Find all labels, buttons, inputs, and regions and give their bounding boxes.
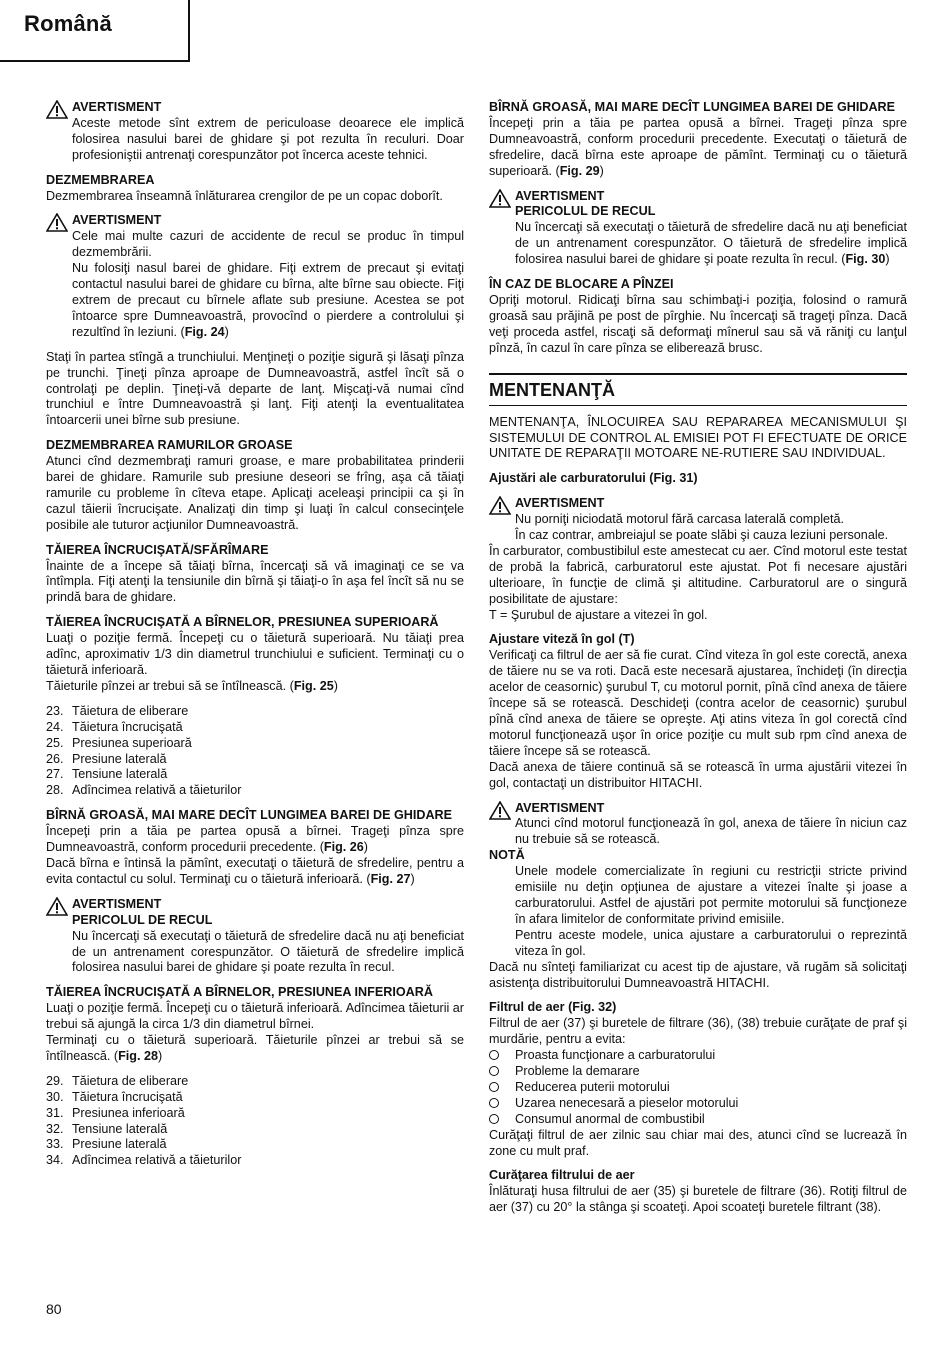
warning-icon [46, 100, 68, 119]
section-title: MENTENANŢĂ [489, 373, 907, 406]
list-item: 29. Tăietura de eliberare [46, 1073, 189, 1088]
list-item: Consumul anormal de combustibil [489, 1112, 907, 1128]
warning-title: AVERTISMENT [515, 496, 605, 511]
list-item: 26. Presiune laterală [46, 751, 167, 766]
circle-bullet-icon [489, 1066, 499, 1076]
paragraph: Dacă nu sînteţi familiarizat cu acest tip de ajustare, vă rugăm să solicitaţi asistenţa distribuitorului Dumneavoastră HITACHI. [489, 959, 907, 990]
heading-dezmembrarea: DEZMEMBRAREA [46, 172, 155, 187]
paragraph: Înainte de a începe să tăiaţi bîrna, încercaţi să vă imaginaţi ce se va întîmpla. Fiţi atenţi la tensiunile din bîrnă şi tăiaţi-o în aşa fel încît să nu se prindă bara de ghidare. [46, 558, 464, 605]
paragraph: Luaţi o poziţie fermă. Începeţi cu o tăietură superioară. Nu tăiaţi prea adînc, aproximativ 1/3 din diametrul trunchiului e suficient. Terminaţi cu o tăietură inferioară. [46, 631, 464, 677]
paragraph: Tăieturile pînzei ar trebui să se întîlnească. (Fig. 25) [46, 678, 338, 693]
warning-block [489, 801, 907, 849]
bullet-list [489, 1048, 907, 1128]
paragraph: Începeţi prin a tăia pe partea opusă a bîrnei. Trageţi pînza spre Dumneavoastră, conform procedurii precedente. Executaţi o tăietură de sfredelire, dacă bîrna este aproape de pămînt. Terminaţi cu o tăietură superioară. (Fig. 29) [489, 115, 907, 178]
paragraph: Începeţi prin a tăia pe partea opusă a bîrnei. Trageţi pînza spre Dumneavoastră, conform procedurii precedente. (Fig. 26) [46, 824, 464, 855]
warning-block [489, 189, 907, 269]
page-number: 80 [46, 1301, 62, 1317]
numbered-list [46, 704, 464, 799]
heading-presiune-inferioara: TĂIEREA ÎNCRUCIŞATĂ A BÎRNELOR, PRESIUNEA INFERIOARĂ [46, 985, 433, 1000]
warning-text: Nu folosiţi nasul barei de ghidare. Fiţi extrem de precaut şi evitaţi contactul nasului barei de ghidare cu bîrna, alte bîrne sau obiecte. Fiţi extrem de precaut cu bîrnele aflate sub presiune. Acestea se pot întoarce spre Dumneavoastră, provocînd o pierdere a controlului şi rezultînd în leziuni. (Fig. 24) [72, 261, 464, 339]
paragraph: Dacă anexa de tăiere continuă să se rotească în urma ajustării vitezei în gol, contactaţi un distribuitor HITACHI. [489, 759, 907, 790]
warning-text: Nu încercaţi să executaţi o tăietură de sfredelire dacă nu aţi beneficiat de un antrenament corespunzător. O tăietură de sfredelire implică folosirea nasului barei de ghidare şi poate rezulta în recul. (Fig. 30) [515, 220, 907, 267]
note-text: Unele modele comercializate în regiuni cu restricţii stricte privind emisiile nu deţin opţiunea de ajustare a vitezei înalte şi joase a carburatorului. Astfel de ajustări pot permite motorului să funcţioneze în afara limitelor de conformitate privind emisiile. [515, 864, 907, 926]
language-tab [0, 0, 190, 62]
list-item: Reducerea puterii motorului [489, 1080, 907, 1096]
list-item: 34. Adîncimea relativă a tăieturilor [46, 1153, 242, 1168]
warning-block [46, 897, 464, 977]
circle-bullet-icon [489, 1114, 499, 1124]
list-item: 33. Presiune laterală [46, 1137, 167, 1152]
language-label: Română [24, 11, 112, 36]
heading-birna-groasa: BÎRNĂ GROASĂ, MAI MARE DECÎT LUNGIMEA BAREI DE GHIDARE [489, 100, 896, 114]
circle-bullet-icon [489, 1050, 499, 1060]
list-item: 24. Tăietura încrucişată [46, 719, 183, 734]
warning-subtitle: PERICOLUL DE RECUL [515, 204, 656, 219]
heading-ramuri: DEZMEMBRAREA RAMURILOR GROASE [46, 438, 293, 453]
list-item: 25. Presiunea superioară [46, 735, 192, 750]
list-item: 23. Tăietura de eliberare [46, 703, 189, 718]
list-item: 28. Adîncimea relativă a tăieturilor [46, 783, 242, 798]
warning-block [46, 100, 464, 164]
list-item: Probleme la demarare [489, 1064, 907, 1080]
paragraph: Dacă bîrna e întinsă la pămînt, executaţi o tăietură de sfredelire, pentru a evita contactul cu solul. Terminaţi cu o tăietură inferioară. (Fig. 27) [46, 855, 464, 886]
heading-blocare: ÎN CAZ DE BLOCARE A PÎNZEI [489, 277, 674, 292]
heading-carburator: Ajustări ale carburatorului (Fig. 31) [489, 471, 698, 486]
warning-text: Cele mai multe cazuri de accidente de recul se produc în timpul dezmembrării. [72, 229, 464, 260]
warning-title: AVERTISMENT [72, 896, 162, 911]
heading-presiune-superioara: TĂIEREA ÎNCRUCIŞATĂ A BÎRNELOR, PRESIUNEA SUPERIOARĂ [46, 615, 439, 630]
note-text: Pentru aceste modele, unica ajustare a carburatorului o reprezintă viteza în gol. [515, 927, 907, 958]
heading-curatare: Curăţarea filtrului de aer [489, 1168, 635, 1183]
warning-icon [489, 496, 511, 515]
right-column [489, 100, 907, 1216]
warning-title: AVERTISMENT [72, 213, 162, 228]
list-item: 27. Tensiune laterală [46, 767, 168, 782]
warning-subtitle: PERICOLUL DE RECUL [72, 912, 213, 927]
warning-text: Nu porniţi niciodată motorul fără carcasa laterală completă. [515, 512, 844, 527]
paragraph: Staţi în partea stîngă a trunchiului. Menţineţi o poziţie sigură şi lăsaţi pînza pe trunchi. Ţineţi pînza aproape de Dumneavoastră, astfel încît să o controlaţi pe deplin. Ţineţi-vă departe de lanţ. Mişcaţi-vă numai cînd trunchiul e între Dumneavoastră şi lanţ. Fiţi atenţi la eventualitatea întoarcerii unei bîrne sub presiune. [46, 349, 464, 428]
list-item: 30. Tăietura încrucişată [46, 1089, 183, 1104]
list-item: 32. Tensiune laterală [46, 1121, 168, 1136]
paragraph: Filtrul de aer (37) şi buretele de filtrare (36), (38) trebuie curăţate de praf şi murdărie, pentru a evita: [489, 1016, 907, 1047]
list-item: Uzarea nenecesară a pieselor motorului [489, 1096, 907, 1112]
numbered-list [46, 1074, 464, 1169]
warning-icon [489, 189, 511, 208]
heading-taiere: TĂIEREA ÎNCRUCIŞATĂ/SFĂRÎMARE [46, 542, 269, 557]
warning-icon [46, 213, 68, 232]
paragraph: Terminaţi cu o tăietură superioară. Tăieturile pînzei ar trebui să se întîlnească. (Fig. 28) [46, 1033, 464, 1063]
paragraph: În carburator, combustibilul este amestecat cu aer. Cînd motorul este testat de probă la fabrică, carburatorul este ajustat. Pot fi necesare ajustări ulterioare, în funcţie de climă şi altitudine. Carburatorul are o singură posibilitate de ajustare: [489, 543, 907, 606]
heading-nota: NOTĂ [489, 848, 525, 863]
paragraph: Verificaţi ca filtrul de aer să fie curat. Cînd viteza în gol este corectă, anexa de tăiere nu se va roti. Dacă este necesară ajustarea, închideţi (în direcţia acelor de ceasornic) şurubul T, cu motorul pornit, pînă cînd anexa de tăiere începe să se rotească. Deschideţi (contra acelor de ceasornic) şurubul pînă cînd anexa de tăiere se opreşte. Aţi atins viteza în gol corectă cînd motorul funcţionează uşor în orice poziţie cu mult sub rpm cînd anexa de tăiere începe să se rotească. [489, 648, 907, 758]
paragraph: T = Şurubul de ajustare a vitezei în gol. [489, 607, 708, 622]
paragraph: Atunci cînd dezmembraţi ramuri groase, e mare probabilitatea prinderii barei de ghidare. Ramurile sub presiune deseori se frîng, aşa că tăiaţi ramurile cu probleme în cîteva etape. Aplicaţi aceleaşi principii ca şi în cazul tăierii încrucişate. Analizaţi din timp şi luaţi în calcul consecinţele posibile ale tuturor acţiunilor Dumneavoastră. [46, 454, 464, 532]
warning-title: AVERTISMENT [515, 188, 605, 203]
paragraph: Înlăturaţi husa filtrului de aer (35) şi buretele de filtrare (36). Rotiţi filtrul de aer (37) cu 20° la stânga şi scoateţi. Apoi scoateţi buretele filtrant (38). [489, 1184, 907, 1215]
left-column [46, 100, 464, 1169]
warning-title: AVERTISMENT [515, 800, 605, 815]
warning-title: AVERTISMENT [72, 100, 162, 114]
warning-block [489, 496, 907, 544]
list-item: Proasta funcţionare a carburatorului [489, 1048, 907, 1064]
list-item: 31. Presiunea inferioară [46, 1105, 185, 1120]
heading-viteza-gol: Ajustare viteză în gol (T) [489, 632, 635, 647]
circle-bullet-icon [489, 1098, 499, 1108]
heading-filtru: Filtrul de aer (Fig. 32) [489, 1000, 617, 1015]
paragraph: Luaţi o poziţie fermă. Începeţi cu o tăietură inferioară. Adîncimea tăieturii ar trebui să ajungă la circa 1/3 din diametrul bîrnei. [46, 1001, 464, 1032]
warning-block [46, 213, 464, 340]
warning-text: În caz contrar, ambreiajul se poate slăbi şi cauza leziuni personale. [515, 528, 889, 543]
paragraph: Opriţi motorul. Ridicaţi bîrna sau schimbaţi-i poziţia, folosind o ramură groasă sau prăjină pe post de pîrghie. Nu încercaţi să trageţi pînza. Dacă veţi proceda astfel, riscaţi să deformaţi mînerul sau să vă răniţi cu lanţul pînză, în cazul în care pînza se eliberează brusc. [489, 292, 907, 355]
circle-bullet-icon [489, 1082, 499, 1092]
warning-icon [489, 801, 511, 820]
caps-paragraph: MENTENANŢA, ÎNLOCUIREA SAU REPARAREA MECANISMULUI ŞI SISTEMULUI DE CONTROL AL EMISIEI POT FI EFECTUATE DE ORICE UNITATE DE REPARAŢII MOTOARE NE-RUTIERE SAU INDIVIDUAL. [489, 414, 907, 461]
warning-text: Nu încercaţi să executaţi o tăietură de sfredelire dacă nu aţi beneficiat de un antrenament corespunzător. O tăietură de sfredelire implică folosirea nasului barei de ghidare şi poate rezulta în recul. [72, 928, 464, 975]
paragraph: Dezmembrarea înseamnă înlăturarea crengilor de pe un copac doborît. [46, 188, 443, 203]
paragraph: Curăţaţi filtrul de aer zilnic sau chiar mai des, atunci cînd se lucrează în zone cu mult praf. [489, 1127, 907, 1158]
warning-icon [46, 897, 68, 916]
warning-text: Aceste metode sînt extrem de periculoase deoarece ele implică folosirea nasului barei de ghidare şi pot rezulta în reculuri. Doar profesioniştii antrenaţi corespunzător pot încerca aceste tehnici. [72, 115, 464, 162]
heading-birna-groasa: BÎRNĂ GROASĂ, MAI MARE DECÎT LUNGIMEA BAREI DE GHIDARE [46, 808, 453, 823]
warning-text: Atunci cînd motorul funcţionează în gol, anexa de tăiere în niciun caz nu trebuie să se rotească. [515, 816, 907, 847]
